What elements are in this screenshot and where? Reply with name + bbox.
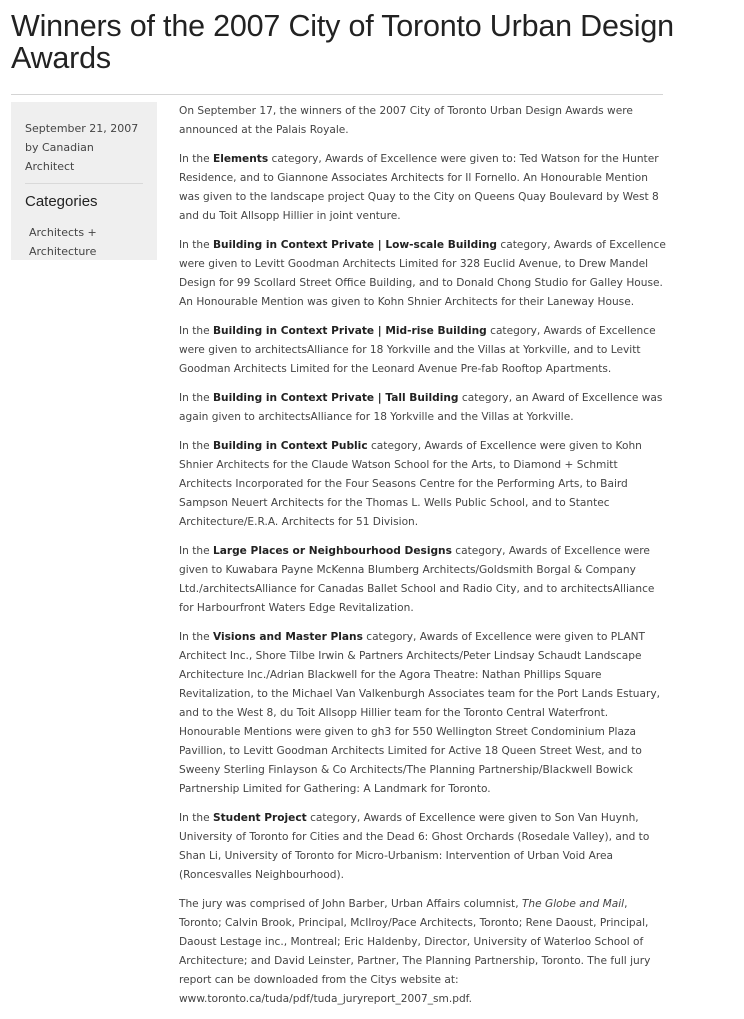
paragraph-text: category, Awards of Excellence were given to Son Van Huynh, University of Toronto for Cities and the Dead 6: Ghost Orchards (Rosedale Valley), and to Shan Li, University of Toronto for Micro-Urbanism: Intervention of Urban Void Area (Roncesvalles Neighbourhood). [179, 812, 650, 881]
byline-prefix: by [25, 141, 42, 154]
paragraph-student [179, 809, 671, 885]
paragraph-mid-rise [179, 322, 671, 379]
paragraph-prefix: In the [179, 392, 213, 404]
category-name: Building in Context Private | Tall Building [212, 392, 459, 404]
paragraph-text: category, Awards of Excellence were given to PLANT Architect Inc., Shore Tilbe Irwin & Partners Architects/Peter Lindsay Schaudt Landscape Architecture Inc./Adrian Blackwell for the Agora Theatre: Nathan Phillips Square Revitalization, to the Michael Van Valkenburgh Associates team for the Port Lands Estuary, and to the West 8, du Toit Allsopp Hillier team for the Toronto Central Waterfront. Honourable Mentions were given to gh3 for 550 Wellington Street Condominium Plaza Pavillion, to Levitt Goodman Architects Limited for Active 18 Queen Street West, and to Sweeny Sterling Finlayson & Co Architects/The Planning Partnership/Blackwell Bowick Partnership Limited for Gathering: A Landmark for Toronto. [179, 631, 660, 795]
paragraph-text: The jury was comprised of John Barber, Urban Affairs columnist, [179, 898, 522, 910]
paragraph-public [179, 437, 671, 532]
paragraph-text: category, Awards of Excellence were given to Kuwabara Payne McKenna Blumberg Architects/Goldsmith Borgal & Company Ltd./architectsAlliance for Canadas Ballet School and Radio City, and to architectsAlliance for Harbourfront Waters Edge Revitalization. [179, 545, 655, 614]
publication-name: The Globe and Mail [521, 898, 625, 910]
paragraph-prefix: In the [179, 325, 213, 337]
category-name: Elements [212, 153, 269, 165]
paragraph-visions [179, 628, 671, 799]
sidebar-divider [25, 183, 143, 184]
category-name: Large Places or Neighbourhood Designs [212, 545, 452, 557]
page-title: Winners of the 2007 City of Toronto Urban Design Awards [11, 9, 674, 75]
paragraph-text: category, Awards of Excellence were given to Levitt Goodman Architects Limited for 328 Euclid Avenue, to Drew Mandel Design for 99 Scollard Street Office Building, and to Donald Chong Studio for Galley House. An Honourable Mention was given to Kohn Shnier Architects for their Laneway House. [179, 239, 666, 308]
paragraph-text: , Toronto; Calvin Brook, Principal, McIlroy/Pace Architects, Toronto; Rene Daoust, Principal, Daoust Lestage inc., Montreal; Eric Haldenby, Director, University of Waterloo School of Architecture; and David Leinster, Partner, The Planning Partnership, Toronto. The full jury report can be downloaded from the Citys website at: www.toronto.ca/tuda/pdf/tuda_juryreport_2007_sm.pdf. [179, 898, 651, 1005]
paragraph-prefix: In the [179, 153, 213, 165]
paragraph-prefix: In the [179, 631, 213, 643]
category-name: Building in Context Public [212, 440, 368, 452]
paragraph-prefix: In the [179, 239, 213, 251]
category-name: Building in Context Private | Mid-rise Building [212, 325, 487, 337]
paragraph-text: category, Awards of Excellence were given to: Ted Watson for the Hunter Residence, and to Giannone Associates Architects for Il Fornello. An Honourable Mention was given to the landscape project Quay to the City on Queens Quay Boulevard by West 8 and du Toit Allsopp Hillier in joint venture. [179, 153, 659, 222]
paragraph-text: category, Awards of Excellence were given to architectsAlliance for 18 Yorkville and the Villas at Yorkville, and to Levitt Goodman Architects Limited for the Leonard Avenue Pre-fab Rooftop Apartments. [179, 325, 656, 375]
paragraph-large-places [179, 542, 671, 618]
paragraph-intro: On September 17, the winners of the 2007 City of Toronto Urban Design Awards were announced at the Palais Royale. [179, 105, 633, 136]
paragraph-low-scale [179, 236, 671, 312]
categories-heading: Categories [25, 193, 98, 210]
paragraph-prefix: In the [179, 812, 213, 824]
author-link[interactable]: Canadian Architect [25, 141, 94, 173]
category-link-architects-architecture[interactable]: Architects + Architecture [29, 226, 97, 258]
paragraph-prefix: In the [179, 545, 213, 557]
paragraph-prefix: In the [179, 440, 213, 452]
paragraph-elements [179, 150, 671, 226]
title-divider [11, 94, 663, 95]
paragraph-tall-building [179, 389, 671, 427]
category-name: Visions and Master Plans [212, 631, 363, 643]
article-sidebar [11, 102, 157, 260]
category-name: Building in Context Private | Low-scale Building [212, 239, 498, 251]
paragraph-text: category, an Award of Excellence was again given to architectsAlliance for 18 Yorkville and the Villas at Yorkville. [179, 392, 663, 423]
paragraph-text: category, Awards of Excellence were given to Kohn Shnier Architects for the Claude Watson School for the Arts, to Diamond + Schmitt Architects Incorporated for the Four Seasons Centre for the Performing Arts, to Baird Sampson Neuert Architects for the Thomas L. Wells Public School, and to Stantec Architecture/E.R.A. Architects for 51 Division. [179, 440, 642, 528]
category-name: Student Project [212, 812, 307, 824]
post-date: September 21, 2007 [25, 122, 139, 135]
article-body [179, 102, 671, 1019]
post-byline [25, 138, 143, 176]
